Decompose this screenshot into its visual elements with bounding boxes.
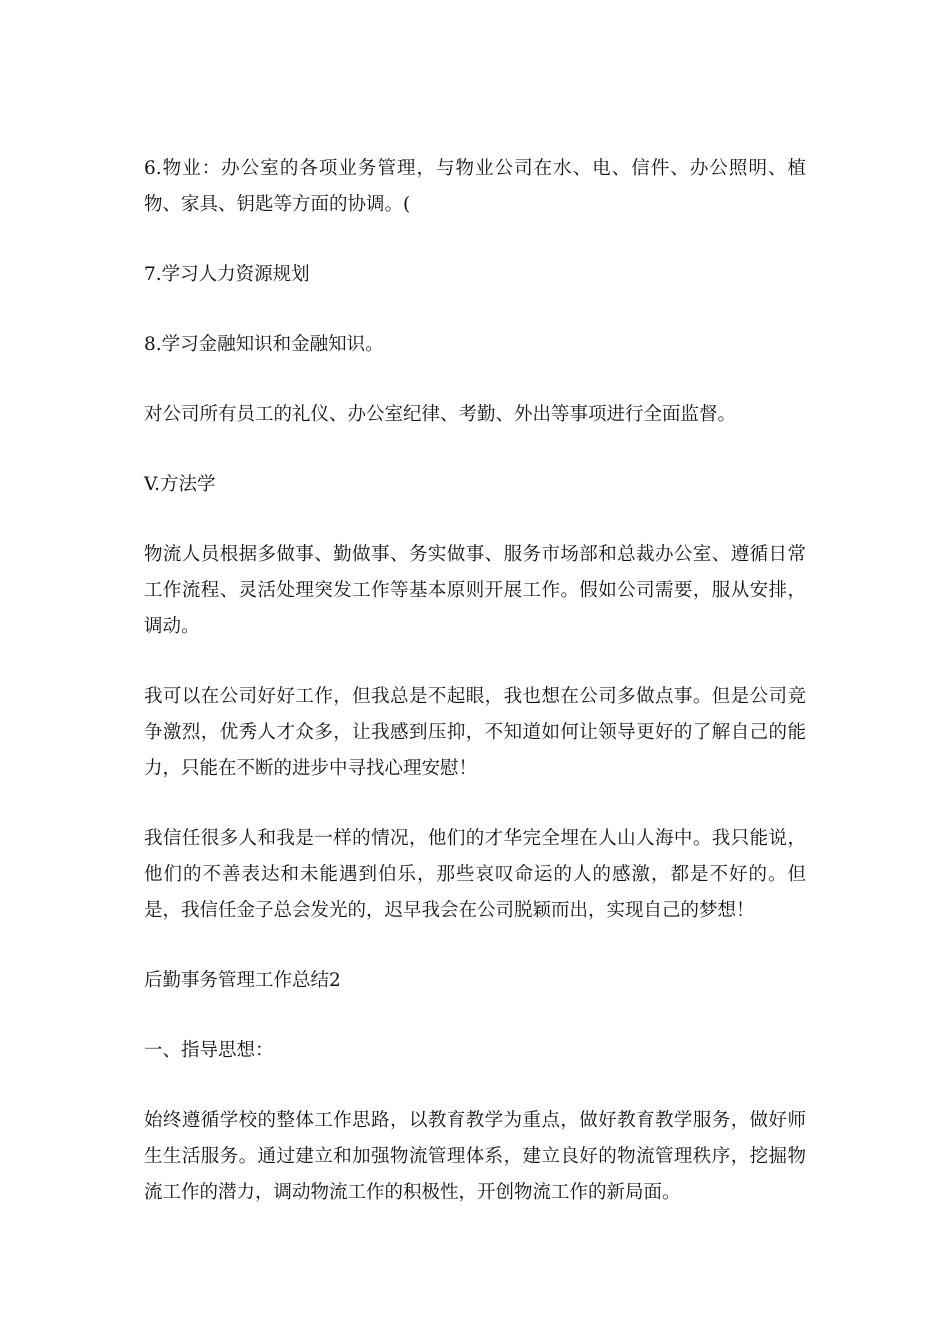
- paragraph-guiding-ideology: 始终遵循学校的整体工作思路，以教育教学为重点，做好教育教学服务，做好师生生活服务。通过建立和加强物流管理体系，建立良好的物流管理秩序，挖掘物流工作的潜力，调动物流工作的积极性，开创物流工作的新局面。: [144, 1110, 806, 1203]
- paragraph-property-management: 6.物业：办公室的各项业务管理，与物业公司在水、电、信件、办公照明、植物、家具、钥匙等方面的协调。(: [144, 158, 806, 215]
- paragraph-hr-planning: 7.学习人力资源规划: [144, 264, 310, 285]
- document-page: [144, 151, 806, 1245]
- paragraph-personal-reflection: 我可以在公司好好工作，但我总是不起眼，我也想在公司多做点事。但是公司竞争激烈，优秀人才众多，让我感到压抑，不知道如何让领导更好的了解自己的能力，只能在不断的进步中寻找心理安慰！: [144, 686, 806, 779]
- section-heading-summary-2: 后勤事务管理工作总结2: [144, 970, 341, 991]
- paragraph-belief: 我信任很多人和我是一样的情况，他们的才华完全埋在人山人海中。我只能说，他们的不善表达和未能遇到伯乐，那些哀叹命运的人的感激，都是不好的。但是，我信任金子总会发光的，迟早我会在公司脱颖而出，实现自己的梦想！: [144, 828, 806, 921]
- section-heading-guiding-ideology: 一、指导思想：: [144, 1040, 274, 1061]
- paragraph-finance-knowledge: 8.学习金融知识和金融知识。: [144, 334, 384, 355]
- section-heading-methodology: V.方法学: [144, 474, 216, 495]
- paragraph-supervision: 对公司所有员工的礼仪、办公室纪律、考勤、外出等事项进行全面监督。: [144, 404, 737, 425]
- paragraph-logistics-principles: 物流人员根据多做事、勤做事、务实做事、服务市场部和总裁办公室、遵循日常工作流程、灵活处理突发工作等基本原则开展工作。假如公司需要，服从安排，调动。: [144, 544, 806, 637]
